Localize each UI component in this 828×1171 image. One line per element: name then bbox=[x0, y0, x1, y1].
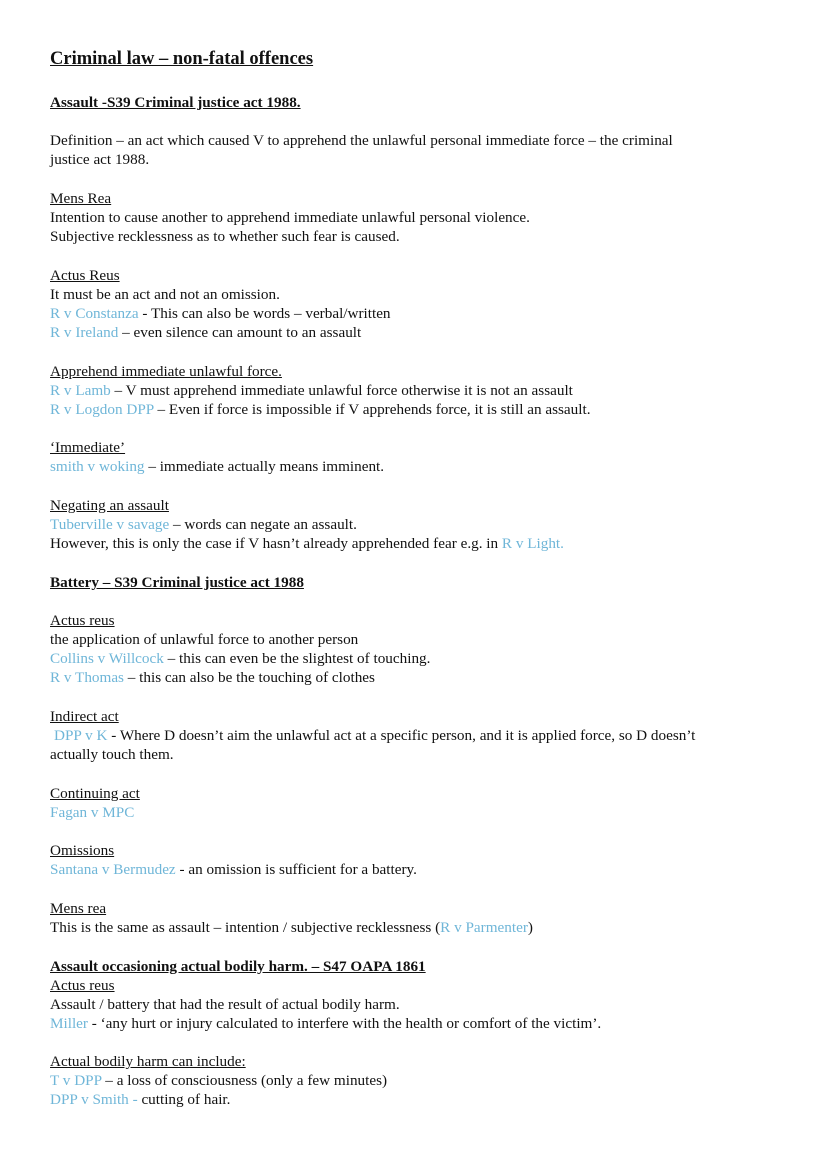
abh-include-line2 bbox=[50, 1090, 230, 1109]
case-note: ) bbox=[527, 919, 533, 936]
apprehend-line2 bbox=[50, 400, 591, 419]
case-name: Miller bbox=[50, 1015, 88, 1032]
assault-actus-reus-line2 bbox=[50, 304, 391, 323]
case-note: - Where D doesn’t aim the unlawful act at a specific person, and it is applied force, so D doesn’t bbox=[107, 727, 696, 744]
case-note: – a loss of consciousness (only a few minutes) bbox=[101, 1072, 388, 1089]
omissions-line1 bbox=[50, 860, 417, 879]
abh-include-line1 bbox=[50, 1071, 387, 1090]
case-name: Santana v Bermudez bbox=[50, 861, 176, 878]
case-note: – this can also be the touching of clothes bbox=[123, 669, 375, 686]
abh-actus-reus-line2 bbox=[50, 1014, 601, 1033]
case-name: R v Ireland bbox=[50, 324, 119, 341]
case-note: This is the same as assault – intention / subjective recklessness ( bbox=[50, 919, 441, 936]
case-name: R v Parmenter bbox=[440, 919, 528, 936]
assault-heading: Assault -S39 Criminal justice act 1988. bbox=[50, 94, 301, 111]
assault-definition-line1: Definition – an act which caused V to apprehend the unlawful personal immediate force – the criminal bbox=[50, 132, 673, 149]
case-name: DPP v Smith - bbox=[50, 1091, 142, 1108]
page-title: Criminal law – non-fatal offences bbox=[50, 49, 314, 69]
continuing-heading: Continuing act bbox=[50, 785, 140, 802]
assault-actus-reus-line3 bbox=[50, 323, 361, 342]
case-note: - This can also be words – verbal/written bbox=[138, 305, 391, 322]
case-note: – Even if force is impossible if V apprehends force, it is still an assault. bbox=[153, 401, 591, 418]
continuing-line1 bbox=[50, 803, 134, 822]
battery-actus-reus-line2 bbox=[50, 649, 430, 668]
negating-line1 bbox=[50, 515, 357, 534]
case-name: smith v woking bbox=[50, 458, 145, 475]
omissions-heading: Omissions bbox=[50, 842, 115, 859]
case-note: – V must apprehend immediate unlawful force otherwise it is not an assault bbox=[110, 382, 573, 399]
battery-heading: Battery – S39 Criminal justice act 1988 bbox=[50, 574, 304, 591]
case-name: Fagan v MPC bbox=[50, 804, 135, 821]
case-note: – even silence can amount to an assault bbox=[118, 324, 362, 341]
case-note: – words can negate an assault. bbox=[169, 516, 357, 533]
case-name: R v Logdon DPP bbox=[50, 401, 154, 418]
case-name: Tuberville v savage bbox=[50, 516, 170, 533]
case-note: However, this is only the case if V hasn’t already apprehended fear e.g. in bbox=[50, 535, 502, 552]
battery-actus-reus-heading: Actus reus bbox=[50, 612, 115, 629]
abh-include-heading: Actual bodily harm can include: bbox=[50, 1053, 246, 1070]
case-name: R v Constanza bbox=[50, 305, 139, 322]
case-note: cutting of hair. bbox=[141, 1091, 231, 1108]
assault-mens-rea-heading: Mens Rea bbox=[50, 190, 112, 207]
case-name: Collins v Willcock bbox=[50, 650, 164, 667]
immediate-heading: ‘Immediate’ bbox=[50, 439, 126, 456]
abh-actus-reus-line1: Assault / battery that had the result of actual bodily harm. bbox=[50, 996, 400, 1013]
battery-actus-reus-line3 bbox=[50, 668, 375, 687]
case-name: R v Thomas bbox=[50, 669, 124, 686]
indirect-line2: actually touch them. bbox=[50, 746, 174, 763]
assault-mens-rea-line1: Intention to cause another to apprehend immediate unlawful personal violence. bbox=[50, 209, 530, 226]
assault-definition-line2: justice act 1988. bbox=[50, 151, 150, 168]
negating-heading: Negating an assault bbox=[50, 497, 169, 514]
abh-actus-reus-heading: Actus reus bbox=[50, 977, 115, 994]
assault-mens-rea-line2: Subjective recklessness as to whether such fear is caused. bbox=[50, 228, 400, 245]
case-note: - an omission is sufficient for a battery. bbox=[175, 861, 417, 878]
negating-line2 bbox=[50, 534, 564, 553]
case-name: R v Light. bbox=[501, 535, 564, 552]
case-note: - ‘any hurt or injury calculated to interfere with the health or comfort of the victim’. bbox=[87, 1015, 602, 1032]
battery-mens-rea-heading: Mens rea bbox=[50, 900, 107, 917]
assault-actus-reus-heading: Actus Reus bbox=[50, 267, 120, 284]
case-name: DPP v K bbox=[54, 727, 108, 744]
indirect-heading: Indirect act bbox=[50, 708, 119, 725]
battery-actus-reus-line1: the application of unlawful force to another person bbox=[50, 631, 359, 648]
case-name: T v DPP bbox=[50, 1072, 102, 1089]
case-name: R v Lamb bbox=[50, 382, 111, 399]
apprehend-line1 bbox=[50, 381, 573, 400]
indirect-line1 bbox=[54, 726, 695, 745]
case-note: – immediate actually means imminent. bbox=[144, 458, 385, 475]
apprehend-heading: Apprehend immediate unlawful force. bbox=[50, 363, 282, 380]
assault-actus-reus-line1: It must be an act and not an omission. bbox=[50, 286, 280, 303]
immediate-line1 bbox=[50, 457, 384, 476]
battery-mens-rea-line1 bbox=[50, 918, 533, 937]
abh-heading: Assault occasioning actual bodily harm. – S47 OAPA 1861 bbox=[50, 958, 426, 975]
case-note: – this can even be the slightest of touching. bbox=[163, 650, 431, 667]
